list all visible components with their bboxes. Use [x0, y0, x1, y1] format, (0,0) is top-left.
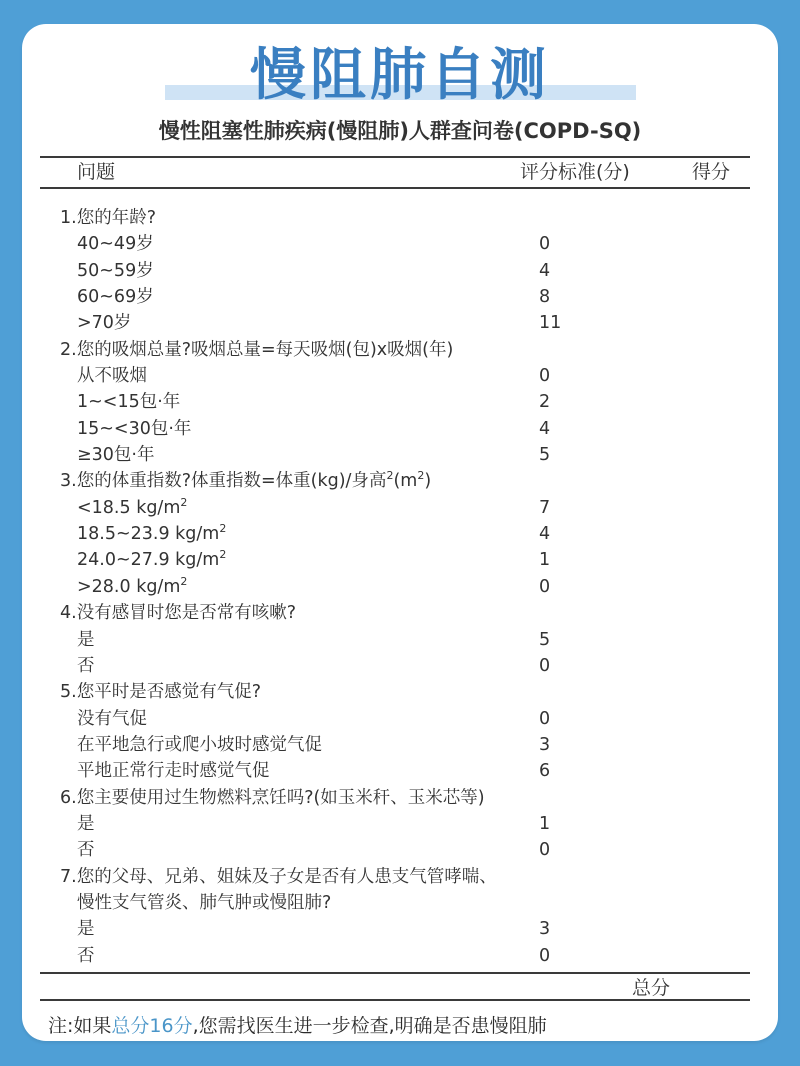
option-points: 1 — [539, 813, 551, 834]
question-row — [0, 337, 800, 363]
option-label: 是 — [77, 813, 95, 834]
note-suffix: ,您需找医生进一步检查,明确是否患慢阻肺 — [192, 1015, 547, 1037]
option-label: 否 — [77, 655, 95, 676]
page-subtitle: 慢性阻塞性肺疾病(慢阻肺)人群查问卷(COPD-SQ) — [158, 119, 642, 143]
question-row-continued — [0, 890, 800, 916]
option-points: 4 — [539, 260, 551, 281]
note-prefix: 注:如果 — [48, 1015, 112, 1037]
option-row — [0, 310, 800, 336]
option-points: 3 — [539, 919, 551, 940]
option-label: 50~59岁 — [77, 260, 154, 281]
option-label: <18.5 $kg/m^2$ — [77, 495, 188, 518]
option-label: 24.0~27.9 $kg/m^2$ — [77, 548, 227, 571]
option-label: 18.5~23.9 $kg/m^2$ — [77, 522, 227, 545]
option-points: 11 — [539, 313, 562, 334]
option-row — [0, 837, 800, 863]
question-row — [0, 785, 800, 811]
option-label: 平地正常行走时感觉气促 — [77, 761, 270, 782]
option-points: 2 — [539, 392, 551, 413]
option-row — [0, 442, 800, 468]
option-label: >70岁 — [77, 313, 132, 334]
option-points: 6 — [539, 761, 551, 782]
table-bottom-rule — [40, 972, 750, 974]
option-points: 4 — [539, 524, 551, 545]
page-title: 慢阻肺自测 — [250, 43, 550, 108]
total-score-label: 总分 — [632, 977, 671, 999]
option-label: 是 — [77, 629, 95, 650]
header-score: 得分 — [692, 161, 731, 183]
option-points: 7 — [539, 497, 551, 518]
note-highlight: 总分16分 — [111, 1015, 193, 1037]
option-label: 40~49岁 — [77, 234, 154, 255]
option-points: 0 — [539, 576, 551, 597]
header-criteria: 评分标准(分) — [520, 161, 630, 183]
question-text: 3.您的体重指数?体重指数=体重(kg)/身高$^2(m^2)$ — [60, 469, 432, 492]
question-text: 6.您主要使用过生物燃料烹饪吗?(如玉米秆、玉米芯等) — [60, 787, 485, 808]
option-points: 0 — [539, 945, 551, 966]
option-row — [0, 653, 800, 679]
question-text: 1.您的年龄? — [60, 208, 156, 228]
question-text: 2.您的吸烟总量?吸烟总量=每天吸烟(包)x吸烟(年) — [60, 339, 454, 360]
option-row — [0, 732, 800, 758]
option-label: 否 — [77, 840, 95, 861]
option-row — [0, 231, 800, 257]
question-text-continued: 慢性支气管炎、肺气肿或慢阻肺? — [77, 892, 332, 913]
question-text: 5.您平时是否感觉有气促? — [60, 682, 261, 703]
option-label: 15~<30包·年 — [77, 418, 192, 439]
question-row — [0, 864, 800, 890]
question-row — [0, 468, 800, 494]
option-label: ≥30包·年 — [77, 445, 155, 466]
question-row — [0, 205, 800, 231]
option-row — [0, 416, 800, 442]
option-points: 4 — [539, 418, 551, 439]
option-row — [0, 916, 800, 942]
option-label: 否 — [77, 945, 95, 966]
option-points: 0 — [539, 655, 551, 676]
option-points: 0 — [539, 840, 551, 861]
option-row — [0, 284, 800, 310]
option-row — [0, 547, 800, 573]
option-label: 60~69岁 — [77, 287, 154, 308]
question-text: 7.您的父母、兄弟、姐妹及子女是否有人患支气管哮喘、 — [60, 866, 497, 887]
footnote — [48, 1012, 547, 1040]
option-row — [0, 706, 800, 732]
table-header-rule — [40, 187, 750, 189]
option-label: >28.0 $kg/m^2$ — [77, 574, 188, 597]
table-top-rule — [40, 156, 750, 158]
option-row — [0, 758, 800, 784]
option-row — [0, 389, 800, 415]
option-points: 0 — [539, 234, 551, 255]
option-label: 从不吸烟 — [77, 366, 147, 387]
option-label: 在平地急行或爬小坡时感觉气促 — [77, 734, 322, 755]
option-points: 5 — [539, 445, 551, 466]
option-row — [0, 258, 800, 284]
question-list — [0, 205, 800, 969]
option-row — [0, 574, 800, 600]
option-row — [0, 495, 800, 521]
option-row — [0, 627, 800, 653]
option-label: 是 — [77, 919, 95, 940]
option-points: 0 — [539, 366, 551, 387]
option-row — [0, 943, 800, 969]
option-points: 8 — [539, 287, 551, 308]
option-points: 1 — [539, 550, 551, 571]
question-row — [0, 600, 800, 626]
question-text: 4.没有感冒时您是否常有咳嗽? — [60, 603, 296, 624]
option-row — [0, 521, 800, 547]
option-points: 3 — [539, 734, 551, 755]
option-row — [0, 811, 800, 837]
option-row — [0, 363, 800, 389]
option-points: 5 — [539, 629, 551, 650]
question-row — [0, 679, 800, 705]
header-question: 问题 — [77, 161, 116, 183]
option-points: 0 — [539, 708, 551, 729]
total-rule — [40, 999, 750, 1001]
option-label: 1~<15包·年 — [77, 392, 181, 413]
option-label: 没有气促 — [77, 708, 147, 729]
